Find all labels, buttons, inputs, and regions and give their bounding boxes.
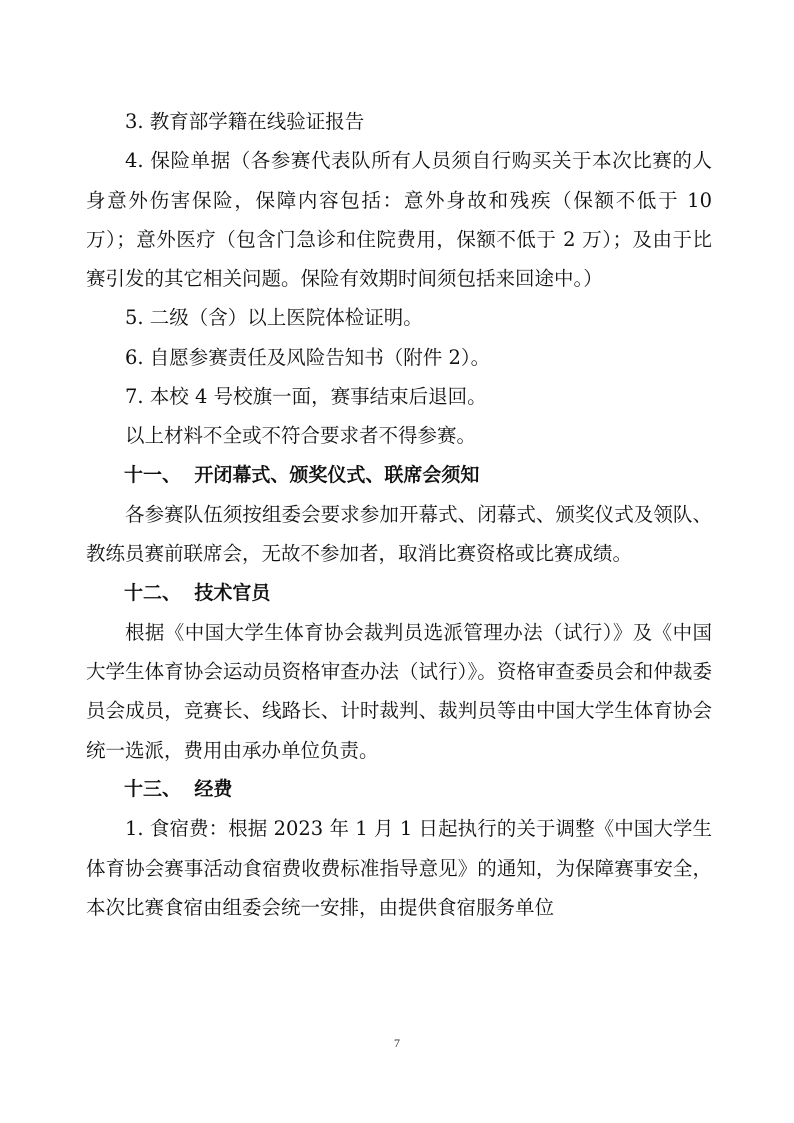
section-11-number: 十一、 [124,463,182,486]
section-13-title: 经费 [194,778,233,801]
item-3: 3. 教育部学籍在线验证报告 [125,110,365,133]
section-13-heading [86,770,712,809]
section-13-number: 十三、 [124,778,182,801]
item-5: 5. 二级（含）以上医院体检证明。 [125,306,423,330]
section-12-body: 根据《中国大学生体育协会裁判员选派管理办法（试行）》及《中国大学生体育协会运动员资格审查办法（试行）》。资格审查委员会和仲裁委员会成员，竞赛长、线路长、计时裁判、裁判员等由中国大学生体育协会统一选派，费用由承办单位负责。 [86,620,712,762]
item-6: 6. 自愿参赛责任及风险告知书（附件 2）。 [125,345,491,369]
section-12-heading [86,574,712,613]
section-11-heading [86,456,712,495]
section-12-title: 技术官员 [194,581,271,604]
item-7: 7. 本校 4 号校旗一面，赛事结束后退回。 [125,385,487,409]
page-number: 7 [394,1036,400,1050]
section-13-body: 1. 食宿费：根据 2023 年 1 月 1 日起执行的关于调整《中国大学生体育协会赛事活动食宿费收费标准指导意见》的通知，为保障赛事安全，本次比赛食宿由组委会统一安排，由提供食宿服务单位 [86,817,712,919]
section-12-number: 十二、 [124,581,182,604]
section-11-body: 各参赛队伍须按组委会要求参加开幕式、闭幕式、颁奖仪式及领队、教练员赛前联席会，无故不参加者，取消比赛资格或比赛成绩。 [86,502,712,566]
section-11-title: 开闭幕式、颁奖仪式、联席会须知 [194,463,480,486]
materials-note: 以上材料不全或不符合要求者不得参赛。 [125,424,477,448]
item-4-insurance: 4. 保险单据（各参赛代表队所有人员须自行购买关于本次比赛的人身意外伤害保险，保障内容包括：意外身故和残疾（保额不低于 10 万）；意外医疗（包含门急诊和住院费用，保额不低于 2 万）；及由于比赛引发的其它相关问题。保险有效期时间须包括来回途中。） [86,149,712,291]
document-body [86,102,712,927]
